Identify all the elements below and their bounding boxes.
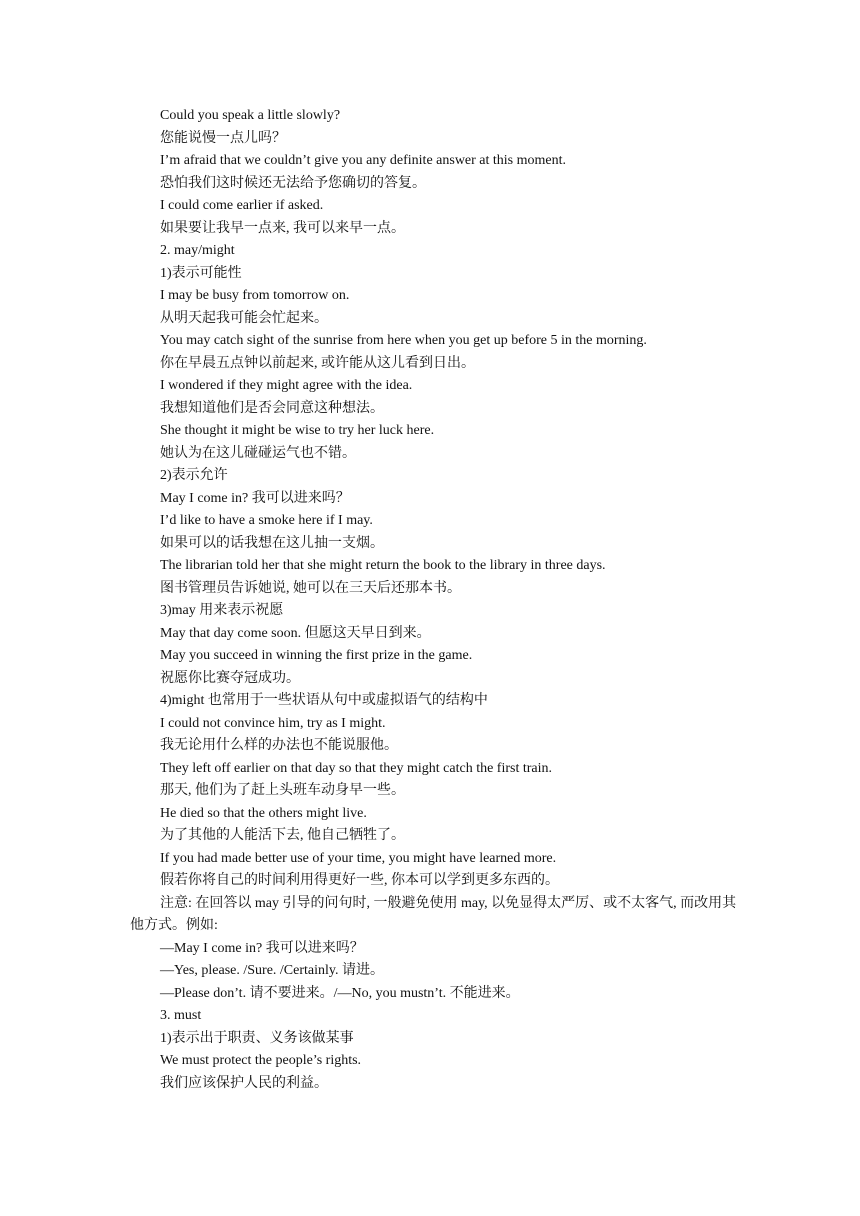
text-line: 为了其他的人能活下去, 他自己牺牲了。 (160, 828, 405, 843)
text-line: Could you speak a little slowly? (160, 108, 341, 123)
text-line: 我无论用什么样的办法也不能说服他。 (160, 738, 398, 753)
note-paragraph: 注意: 在回答以 may 引导的问句时, 一般避免使用 may, 以免显得太严厉、或不太客气, 而改用其他方式。例如: (130, 895, 737, 933)
text-line: I could not convince him, try as I might. (160, 715, 386, 731)
subsection-heading: 2)表示允许 (160, 468, 228, 483)
text-line: 她认为在这儿碰碰运气也不错。 (160, 445, 356, 461)
text-line: 假若你将自己的时间利用得更好一些, 你本可以学到更多东西的。 (160, 873, 559, 888)
text-line: I could come earlier if asked. (160, 198, 324, 213)
text-line: I may be busy from tomorrow on. (160, 288, 350, 303)
text-line: They left off earlier on that day so that they might catch the first train. (160, 760, 552, 776)
text-line: 我想知道他们是否会同意这种想法。 (160, 400, 384, 416)
text-line: 图书管理员告诉她说, 她可以在三天后还那本书。 (160, 580, 461, 596)
text-line: May that day come soon. 但愿这天早日到来。 (160, 625, 431, 641)
subsection-heading: 4)might 也常用于一些状语从句中或虚拟语气的结构中 (160, 693, 488, 708)
text-line: I’d like to have a smoke here if I may. (160, 513, 373, 528)
text-line: I wondered if they might agree with the idea. (160, 378, 413, 393)
text-line: You may catch sight of the sunrise from here when you get up before 5 in the morning. (160, 333, 647, 348)
subsection-heading: 3)may 用来表示祝愿 (160, 603, 284, 618)
text-line: 如果要让我早一点来, 我可以来早一点。 (160, 220, 405, 236)
text-line: May you succeed in winning the first prize in the game. (160, 648, 473, 663)
text-line: 那天, 他们为了赶上头班车动身早一些。 (160, 783, 405, 798)
text-line: 祝愿你比赛夺冠成功。 (160, 670, 300, 686)
subsection-heading: 1)表示出于职责、义务该做某事 (160, 1030, 354, 1046)
text-line: He died so that the others might live. (160, 805, 367, 821)
text-line: She thought it might be wise to try her luck here. (160, 423, 435, 438)
text-line: May I come in? 我可以进来吗？ (160, 490, 350, 506)
text-line: 如果可以的话我想在这儿抽一支烟。 (160, 535, 384, 551)
text-line: If you had made better use of your time, you might have learned more. (160, 850, 557, 866)
text-line: We must protect the people’s rights. (160, 1053, 362, 1068)
text-line: —May I come in? 我可以进来吗？ (160, 940, 364, 956)
text-line: The librarian told her that she might return the book to the library in three days. (160, 558, 606, 573)
subsection-heading: 1)表示可能性 (160, 265, 242, 281)
text-line: 我们应该保护人民的利益。 (160, 1075, 328, 1091)
text-line: 恐怕我们这时候还无法给予您确切的答复。 (160, 175, 426, 191)
section-heading: 3. must (160, 1008, 202, 1023)
text-line: 您能说慢一点儿吗？ (160, 130, 286, 146)
text-line: 你在早晨五点钟以前起来, 或许能从这儿看到日出。 (160, 355, 475, 371)
text-line: I’m afraid that we couldn’t give you any definite answer at this moment. (160, 153, 567, 168)
section-heading: 2. may/might (160, 243, 235, 258)
text-line: 从明天起我可能会忙起来。 (160, 310, 328, 326)
text-line: —Please don’t. 请不要进来。/—No, you mustn’t. 不能进来。 (160, 985, 520, 1001)
document-body (130, 105, 740, 1095)
text-line: —Yes, please. /Sure. /Certainly. 请进。 (160, 963, 384, 978)
